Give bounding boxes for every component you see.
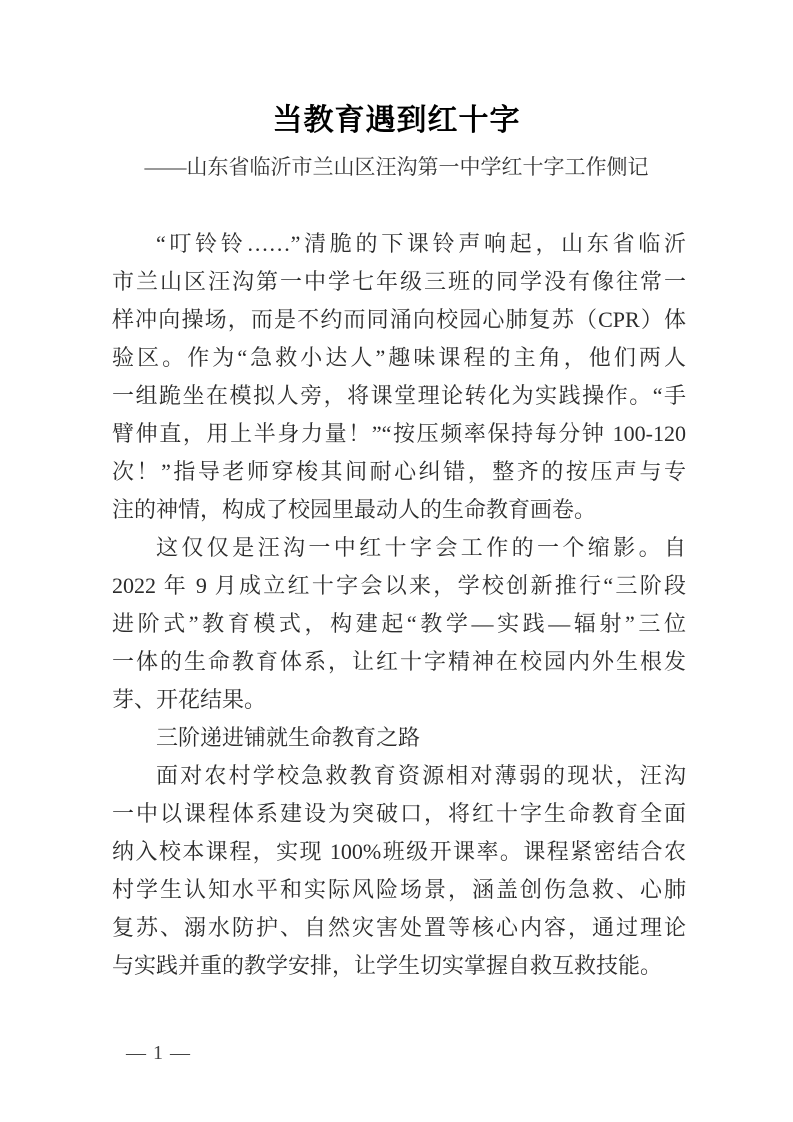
text-line: “叮铃铃……”清脆的下课铃声响起，山东省临沂 <box>156 231 686 256</box>
text-line: 样冲向操场，而是不约而同涌向校园心肺复苏（CPR）体 <box>112 307 686 332</box>
text-line: 进阶式”教育模式，构建起“教学—实践—辐射”三位 <box>112 611 686 636</box>
text-line: 2022 年 9 月成立红十字会以来，学校创新推行“三阶段 <box>112 573 686 598</box>
text-line: 臂伸直，用上半身力量！”“按压频率保持每分钟 100-120 <box>112 421 686 446</box>
text-line: 面对农村学校急救教育资源相对薄弱的现状，汪沟 <box>156 763 686 788</box>
text-line: 注的神情，构成了校园里最动人的生命教育画卷。 <box>112 497 597 522</box>
body-text <box>112 225 686 985</box>
text-line: 一中以课程体系建设为突破口，将红十字生命教育全面 <box>112 801 686 826</box>
text-line: 芽、开花结果。 <box>112 687 267 712</box>
text-line: 村学生认知水平和实际风险场景，涵盖创伤急救、心肺 <box>112 877 686 902</box>
text-line: 这仅仅是汪沟一中红十字会工作的一个缩影。自 <box>156 535 686 560</box>
text-line: 纳入校本课程，实现 100%班级开课率。课程紧密结合农 <box>112 839 686 864</box>
text-line: 次！”指导老师穿梭其间耐心纠错，整齐的按压声与专 <box>112 459 686 484</box>
text-line: 验区。作为“急救小达人”趣味课程的主角，他们两人 <box>112 345 686 370</box>
document-subtitle: ——山东省临沂市兰山区汪沟第一中学红十字工作侧记 <box>144 155 649 179</box>
footer-page-number: — 1 — <box>126 1042 191 1064</box>
text-line: 一组跪坐在模拟人旁，将课堂理论转化为实践操作。“手 <box>112 383 686 408</box>
document-title: 当教育遇到红十字 <box>272 104 521 137</box>
text-line: 市兰山区汪沟第一中学七年级三班的同学没有像往常一 <box>112 269 686 294</box>
section-heading-line: 三阶递进铺就生命教育之路 <box>156 725 421 750</box>
text-line: 复苏、溺水防护、自然灾害处置等核心内容，通过理论 <box>112 915 686 940</box>
text-line: 与实践并重的教学安排，让学生切实掌握自救互救技能。 <box>112 953 663 978</box>
text-line: 一体的生命教育体系，让红十字精神在校园内外生根发 <box>112 649 686 674</box>
